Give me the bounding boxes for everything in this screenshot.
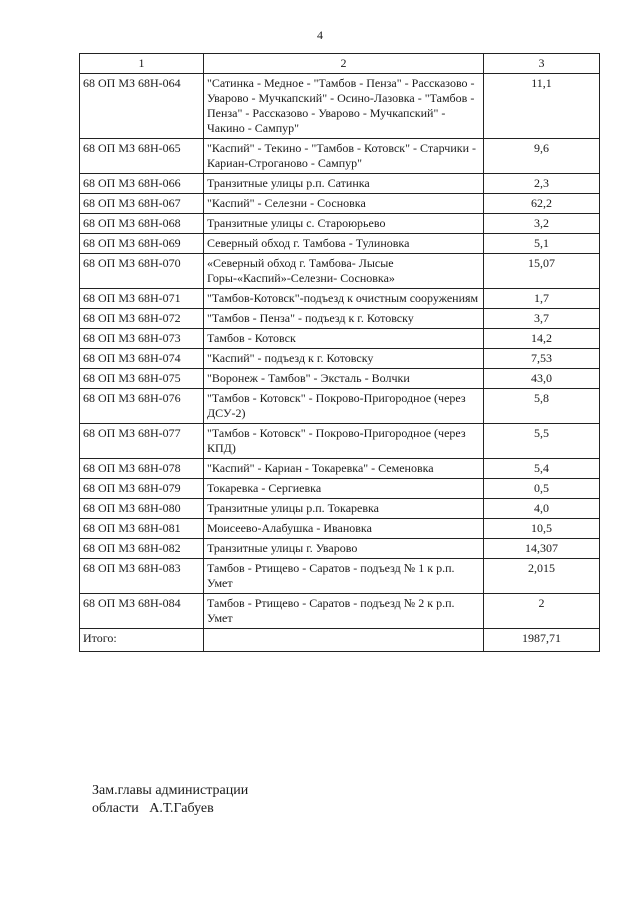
road-code-cell: 68 ОП МЗ 68Н-080 <box>80 499 204 519</box>
table-row <box>80 194 600 214</box>
road-name-cell: Тамбов - Ртищево - Саратов - подъезд № 1 к р.п. Умет <box>204 559 484 594</box>
road-name-cell: Транзитные улицы р.п. Токаревка <box>204 499 484 519</box>
road-code-cell: 68 ОП МЗ 68Н-082 <box>80 539 204 559</box>
table-row <box>80 309 600 329</box>
road-code-cell: 68 ОП МЗ 68Н-081 <box>80 519 204 539</box>
road-name-cell: "Тамбов - Пенза" - подъезд к г. Котовску <box>204 309 484 329</box>
road-name-cell: "Воронеж - Тамбов" - Эксталь - Волчки <box>204 369 484 389</box>
road-name-cell: "Каспий" - Селезни - Сосновка <box>204 194 484 214</box>
roads-table <box>79 53 600 652</box>
table-row <box>80 499 600 519</box>
road-length-cell: 5,8 <box>484 389 600 424</box>
table-row <box>80 329 600 349</box>
table-row <box>80 519 600 539</box>
road-length-cell: 10,5 <box>484 519 600 539</box>
road-length-cell: 3,7 <box>484 309 600 329</box>
road-code-cell: 68 ОП МЗ 68Н-066 <box>80 174 204 194</box>
road-code-cell: 68 ОП МЗ 68Н-079 <box>80 479 204 499</box>
road-length-cell: 14,307 <box>484 539 600 559</box>
road-name-cell: Тамбов - Котовск <box>204 329 484 349</box>
road-code-cell: 68 ОП МЗ 68Н-076 <box>80 389 204 424</box>
road-length-cell: 2 <box>484 594 600 629</box>
road-length-cell: 43,0 <box>484 369 600 389</box>
total-value: 1987,71 <box>484 629 600 652</box>
table-row <box>80 214 600 234</box>
road-name-cell: "Каспий" - подъезд к г. Котовску <box>204 349 484 369</box>
table-row <box>80 74 600 139</box>
road-length-cell: 1,7 <box>484 289 600 309</box>
page-number: 4 <box>317 28 323 42</box>
road-name-cell: Моисеево-Алабушка - Ивановка <box>204 519 484 539</box>
header-cell-3: 3 <box>484 54 600 74</box>
road-name-cell: "Тамбов - Котовск" - Покрово-Пригородное (через ДСУ-2) <box>204 389 484 424</box>
table-row <box>80 389 600 424</box>
table-row <box>80 559 600 594</box>
road-name-cell: Транзитные улицы г. Уварово <box>204 539 484 559</box>
road-length-cell: 15,07 <box>484 254 600 289</box>
total-row <box>80 629 600 652</box>
road-length-cell: 7,53 <box>484 349 600 369</box>
road-length-cell: 5,1 <box>484 234 600 254</box>
table-row <box>80 479 600 499</box>
table-row <box>80 174 600 194</box>
road-length-cell: 2,015 <box>484 559 600 594</box>
table-row <box>80 459 600 479</box>
road-length-cell: 0,5 <box>484 479 600 499</box>
table-row <box>80 349 600 369</box>
road-name-cell: "Каспий" - Текино - "Тамбов - Котовск" - Старчики - Кариан-Строганово - Сампур" <box>204 139 484 174</box>
road-length-cell: 5,5 <box>484 424 600 459</box>
road-length-cell: 14,2 <box>484 329 600 349</box>
signature-name: области А.Т.Габуев <box>92 801 214 816</box>
road-code-cell: 68 ОП МЗ 68Н-073 <box>80 329 204 349</box>
road-code-cell: 68 ОП МЗ 68Н-064 <box>80 74 204 139</box>
road-name-cell: Токаревка - Сергиевка <box>204 479 484 499</box>
table-row <box>80 539 600 559</box>
road-name-cell: Тамбов - Ртищево - Саратов - подъезд № 2 к р.п. Умет <box>204 594 484 629</box>
road-code-cell: 68 ОП МЗ 68Н-084 <box>80 594 204 629</box>
header-cell-1: 1 <box>80 54 204 74</box>
road-name-cell: Транзитные улицы с. Староюрьево <box>204 214 484 234</box>
road-name-cell: Северный обход г. Тамбова - Тулиновка <box>204 234 484 254</box>
table-row <box>80 254 600 289</box>
road-length-cell: 11,1 <box>484 74 600 139</box>
table-row <box>80 234 600 254</box>
road-name-cell: "Сатинка - Медное - "Тамбов - Пенза" - Рассказово - Уварово - Мучкапский" - Осино-Лазовка - "Тамбов - Пенза" - Рассказово - Уварово - Мучкапский" - Чакино - Сампур" <box>204 74 484 139</box>
road-length-cell: 4,0 <box>484 499 600 519</box>
road-length-cell: 9,6 <box>484 139 600 174</box>
total-empty-cell <box>204 629 484 652</box>
road-code-cell: 68 ОП МЗ 68Н-070 <box>80 254 204 289</box>
total-label: Итого: <box>80 629 204 652</box>
signature-title: Зам.главы администрации <box>92 783 249 798</box>
signature-block <box>92 782 248 818</box>
road-code-cell: 68 ОП МЗ 68Н-074 <box>80 349 204 369</box>
road-name-cell: "Каспий" - Кариан - Токаревка" - Семеновка <box>204 459 484 479</box>
road-code-cell: 68 ОП МЗ 68Н-078 <box>80 459 204 479</box>
road-code-cell: 68 ОП МЗ 68Н-067 <box>80 194 204 214</box>
road-length-cell: 3,2 <box>484 214 600 234</box>
table-row <box>80 424 600 459</box>
road-code-cell: 68 ОП МЗ 68Н-065 <box>80 139 204 174</box>
road-length-cell: 62,2 <box>484 194 600 214</box>
road-code-cell: 68 ОП МЗ 68Н-069 <box>80 234 204 254</box>
table-row <box>80 369 600 389</box>
road-code-cell: 68 ОП МЗ 68Н-068 <box>80 214 204 234</box>
table-row <box>80 139 600 174</box>
road-name-cell: "Тамбов-Котовск"-подъезд к очистным сооружениям <box>204 289 484 309</box>
road-code-cell: 68 ОП МЗ 68Н-077 <box>80 424 204 459</box>
road-length-cell: 2,3 <box>484 174 600 194</box>
road-length-cell: 5,4 <box>484 459 600 479</box>
table-row <box>80 594 600 629</box>
road-code-cell: 68 ОП МЗ 68Н-075 <box>80 369 204 389</box>
road-code-cell: 68 ОП МЗ 68Н-071 <box>80 289 204 309</box>
road-name-cell: «Северный обход г. Тамбова- Лысые Горы-«Каспий»-Селезни- Сосновка» <box>204 254 484 289</box>
table-row <box>80 289 600 309</box>
table-header-row <box>80 54 600 74</box>
road-code-cell: 68 ОП МЗ 68Н-072 <box>80 309 204 329</box>
header-cell-2: 2 <box>204 54 484 74</box>
road-code-cell: 68 ОП МЗ 68Н-083 <box>80 559 204 594</box>
road-name-cell: "Тамбов - Котовск" - Покрово-Пригородное (через КПД) <box>204 424 484 459</box>
road-name-cell: Транзитные улицы р.п. Сатинка <box>204 174 484 194</box>
